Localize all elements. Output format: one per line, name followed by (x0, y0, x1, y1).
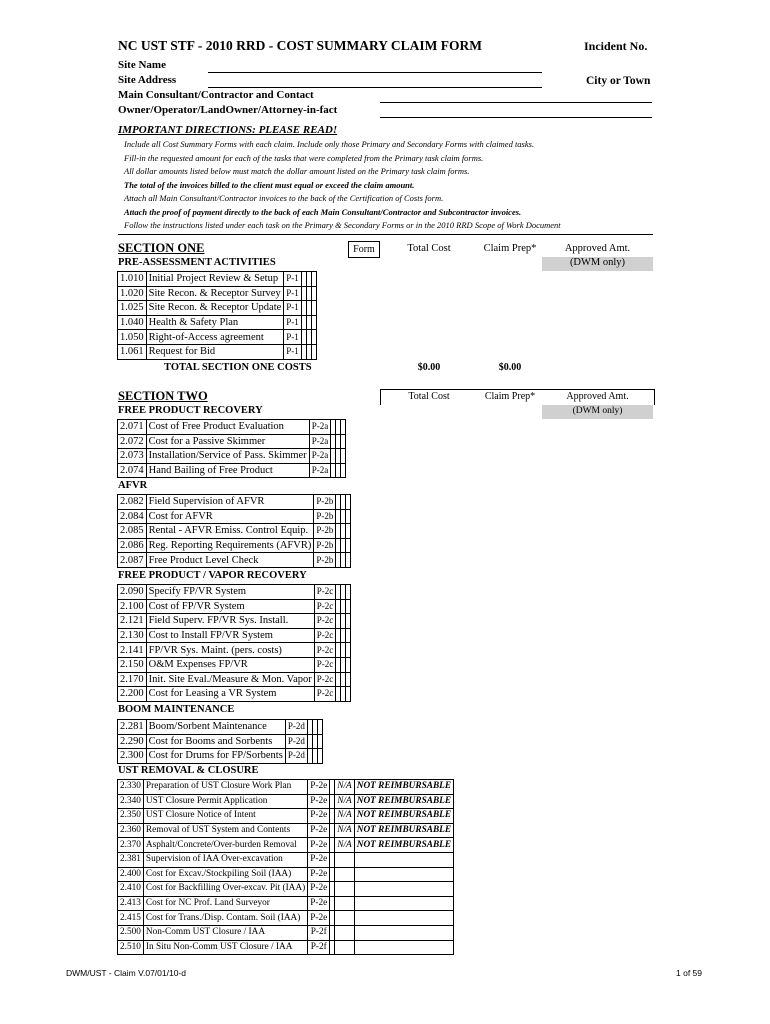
table-row (118, 925, 454, 940)
cost-table (117, 271, 317, 360)
table-row (118, 538, 351, 553)
dwm-only-header: (DWM only) (569, 257, 626, 268)
dwm-only-header: (DWM only) (572, 406, 623, 416)
approved-amount-cell[interactable] (354, 896, 453, 911)
cost-table (117, 584, 351, 702)
approved-amount-cell[interactable] (341, 463, 346, 478)
task-description: O&M Expenses FP/VR (146, 657, 314, 672)
task-code: 1.025 (118, 301, 147, 316)
task-code: 2.400 (118, 867, 144, 882)
form-number: P-2e (308, 852, 330, 867)
approved-amount-cell[interactable] (311, 301, 316, 316)
claim-prep-cell: N/A (335, 794, 354, 809)
task-description: Site Recon. & Receptor Update (146, 301, 284, 316)
task-description: Cost of Free Product Evaluation (146, 420, 309, 435)
task-description: Boom/Sorbent Maintenance (146, 720, 285, 735)
task-description: Health & Safety Plan (146, 315, 284, 330)
form-column-header: Form (348, 241, 380, 258)
table-row (118, 330, 317, 345)
task-code: 2.370 (118, 838, 144, 853)
approved-amount-cell[interactable] (346, 553, 351, 568)
approved-amount-header: Approved Amt. (566, 391, 629, 402)
form-title: NC UST STF - 2010 RRD - COST SUMMARY CLAIM FORM (118, 38, 483, 53)
form-number: P-1 (284, 315, 302, 330)
task-code: 1.010 (118, 272, 147, 287)
table-row (118, 882, 454, 897)
approved-amount-cell[interactable] (346, 509, 351, 524)
site-address-label: Site Address (118, 74, 177, 86)
section-one-total-cost: $0.00 (417, 362, 441, 373)
task-description: Initial Project Review & Setup (146, 272, 284, 287)
table-row (118, 896, 454, 911)
approved-amount-cell[interactable] (354, 882, 453, 897)
approved-amount-cell[interactable] (354, 867, 453, 882)
table-row (118, 867, 454, 882)
direction-line: The total of the invoices billed to the client must equal or exceed the claim amount. (124, 180, 415, 190)
task-description: Free Product Level Check (146, 553, 314, 568)
cost-table (117, 494, 351, 568)
task-code: 2.071 (118, 420, 147, 435)
table-row (118, 672, 351, 687)
claim-prep-cell: N/A (335, 838, 354, 853)
form-number: P-2d (285, 720, 307, 735)
group-heading: UST REMOVAL & CLOSURE (118, 765, 259, 776)
table-row (118, 286, 317, 301)
claim-prep-cell: N/A (335, 780, 354, 795)
task-code: 2.073 (118, 449, 147, 464)
section-one-title: SECTION ONE (118, 241, 205, 255)
table-row (118, 434, 346, 449)
form-number: P-1 (284, 301, 302, 316)
claim-prep-cell[interactable] (335, 940, 354, 955)
approved-amount-cell[interactable] (354, 911, 453, 926)
approved-amount-cell: NOT REIMBURSABLE (354, 823, 453, 838)
task-description: UST Closure Notice of Intent (143, 809, 307, 824)
task-code: 2.087 (118, 553, 147, 568)
approved-amount-cell[interactable] (311, 330, 316, 345)
direction-line: Include all Cost Summary Forms with each claim. Include only those Primary and Secondary Forms with claimed tasks. (124, 139, 535, 149)
approved-amount-cell: NOT REIMBURSABLE (354, 794, 453, 809)
divider (118, 234, 653, 235)
form-number: P-2e (308, 780, 330, 795)
form-number: P-2b (314, 495, 336, 510)
site-address-field[interactable] (208, 87, 542, 88)
task-description: Cost to Install FP/VR System (146, 628, 314, 643)
task-code: 2.090 (118, 585, 147, 600)
claim-prep-header: Claim Prep* (484, 391, 536, 402)
form-number: P-1 (284, 272, 302, 287)
task-description: Cost for Leasing a VR System (146, 687, 314, 702)
consultant-field[interactable] (380, 102, 652, 103)
form-number: P-2e (308, 867, 330, 882)
task-code: 2.200 (118, 687, 147, 702)
form-version: DWM/UST - Claim V.07/01/10-d (66, 968, 186, 978)
task-code: 1.020 (118, 286, 147, 301)
form-number: P-2a (309, 434, 331, 449)
approved-amount-cell[interactable] (346, 643, 351, 658)
task-description: Rental - AFVR Emiss. Control Equip. (146, 524, 314, 539)
approved-amount-cell[interactable] (317, 720, 322, 735)
approved-amount-cell[interactable] (346, 599, 351, 614)
task-code: 2.084 (118, 509, 147, 524)
task-description: Cost for NC Prof. Land Surveyor (143, 896, 307, 911)
table-row (118, 344, 317, 359)
form-number: P-2e (308, 823, 330, 838)
group-heading: FREE PRODUCT / VAPOR RECOVERY (118, 570, 307, 581)
form-number: P-2e (308, 911, 330, 926)
task-code: 2.074 (118, 463, 147, 478)
task-code: 1.040 (118, 315, 147, 330)
table-row (118, 838, 454, 853)
task-description: Cost for Backfilling Over-excav. Pit (IAA) (143, 882, 307, 897)
approved-amount-cell[interactable] (354, 925, 453, 940)
form-number: P-1 (284, 344, 302, 359)
table-row (118, 449, 346, 464)
claim-prep-header: Claim Prep* (483, 243, 537, 254)
direction-line: Attach the proof of payment directly to the back of each Main Consultant/Contractor and Subcontractor invoices. (124, 207, 522, 217)
table-row (118, 509, 351, 524)
section-two-title: SECTION TWO (118, 389, 208, 403)
task-code: 2.121 (118, 614, 147, 629)
table-row (118, 524, 351, 539)
form-number: P-2b (314, 509, 336, 524)
task-code: 2.085 (118, 524, 147, 539)
form-number: P-2e (308, 896, 330, 911)
task-description: Cost for Excav./Stockpiling Soil (IAA) (143, 867, 307, 882)
task-code: 2.340 (118, 794, 144, 809)
task-description: UST Closure Permit Application (143, 794, 307, 809)
section-one-subheading: PRE-ASSESSMENT ACTIVITIES (118, 257, 276, 268)
task-description: Site Recon. & Receptor Survey (146, 286, 284, 301)
cost-table (117, 419, 346, 478)
approved-amount-cell[interactable] (311, 286, 316, 301)
form-number: P-2a (309, 420, 331, 435)
approved-amount-cell[interactable] (346, 614, 351, 629)
task-code: 2.413 (118, 896, 144, 911)
table-row (118, 940, 454, 955)
approved-amount-cell[interactable] (341, 434, 346, 449)
table-row (118, 852, 454, 867)
claim-prep-cell[interactable] (335, 896, 354, 911)
direction-line: All dollar amounts listed below must match the dollar amount listed on the Primary task claim forms. (124, 166, 470, 176)
form-number: P-2e (308, 794, 330, 809)
table-row (118, 315, 317, 330)
task-description: Cost for a Passive Skimmer (146, 434, 309, 449)
approved-amount-cell[interactable] (346, 585, 351, 600)
cost-table (117, 779, 454, 955)
task-code: 2.290 (118, 734, 147, 749)
task-code: 2.350 (118, 809, 144, 824)
claim-prep-cell[interactable] (335, 911, 354, 926)
claim-prep-cell[interactable] (335, 852, 354, 867)
approved-amount-cell: NOT REIMBURSABLE (354, 809, 453, 824)
direction-line: Attach all Main Consultant/Contractor invoices to the back of the Certification of Costs form. (124, 193, 444, 203)
task-description: Installation/Service of Pass. Skimmer (146, 449, 309, 464)
task-code: 2.072 (118, 434, 147, 449)
table-row (118, 628, 351, 643)
table-row (118, 463, 346, 478)
table-row (118, 599, 351, 614)
approved-amount-cell[interactable] (346, 657, 351, 672)
table-row (118, 734, 323, 749)
approved-amount-header: Approved Amt. (564, 243, 631, 254)
form-number: P-2a (309, 449, 331, 464)
form-number: P-1 (284, 286, 302, 301)
form-number: P-2c (314, 585, 336, 600)
table-row (118, 420, 346, 435)
table-row (118, 585, 351, 600)
form-number: P-2d (285, 749, 307, 764)
approved-amount-cell: NOT REIMBURSABLE (354, 838, 453, 853)
form-number: P-2c (314, 614, 336, 629)
task-description: Removal of UST System and Contents (143, 823, 307, 838)
approved-amount-cell[interactable] (346, 672, 351, 687)
task-code: 2.130 (118, 628, 147, 643)
task-description: In Situ Non-Comm UST Closure / IAA (143, 940, 307, 955)
task-code: 2.150 (118, 657, 147, 672)
table-row (118, 911, 454, 926)
task-code: 2.170 (118, 672, 147, 687)
form-number: P-2c (314, 657, 336, 672)
form-number: P-2c (314, 628, 336, 643)
approved-amount-cell[interactable] (346, 628, 351, 643)
task-code: 2.100 (118, 599, 147, 614)
direction-line: Fill-in the requested amount for each of the tasks that were completed from the Primary task claim forms. (124, 153, 484, 163)
total-cost-header: Total Cost (408, 391, 450, 402)
form-number: P-2c (314, 687, 336, 702)
table-row (118, 614, 351, 629)
task-description: FP/VR Sys. Maint. (pers. costs) (146, 643, 314, 658)
task-description: Non-Comm UST Closure / IAA (143, 925, 307, 940)
form-number: P-1 (284, 330, 302, 345)
task-code: 2.300 (118, 749, 147, 764)
task-description: Init. Site Eval./Measure & Mon. Vapor (146, 672, 314, 687)
approved-amount-cell[interactable] (311, 344, 316, 359)
section-one-total-claim-prep: $0.00 (498, 362, 522, 373)
site-name-label: Site Name (118, 59, 166, 71)
claim-prep-cell[interactable] (335, 882, 354, 897)
total-cost-header: Total Cost (407, 243, 451, 254)
task-code: 2.141 (118, 643, 147, 658)
site-name-field[interactable] (208, 72, 542, 73)
approved-amount-cell[interactable] (346, 495, 351, 510)
task-code: 2.510 (118, 940, 144, 955)
claim-prep-cell[interactable] (335, 867, 354, 882)
form-number: P-2c (314, 599, 336, 614)
form-number: P-2b (314, 553, 336, 568)
table-row (118, 495, 351, 510)
form-number: P-2b (314, 524, 336, 539)
form-number: P-2a (309, 463, 331, 478)
cost-table (117, 719, 323, 764)
direction-line: Follow the instructions listed under each task on the Primary & Secondary Forms or in the 2010 RRD Scope of Work Document (124, 220, 561, 230)
section-one-total-label: TOTAL SECTION ONE COSTS (164, 362, 312, 373)
task-code: 2.381 (118, 852, 144, 867)
approved-amount-cell[interactable] (354, 852, 453, 867)
task-code: 2.360 (118, 823, 144, 838)
form-number: P-2f (308, 940, 330, 955)
task-description: Cost of FP/VR System (146, 599, 314, 614)
task-description: Right-of-Access agreement (146, 330, 284, 345)
owner-label: Owner/Operator/LandOwner/Attorney-in-fact (118, 104, 338, 116)
form-number: P-2f (308, 925, 330, 940)
form-number: P-2e (308, 882, 330, 897)
approved-amount-cell[interactable] (311, 315, 316, 330)
task-description: Request for Bid (146, 344, 284, 359)
approved-amount-cell[interactable] (317, 734, 322, 749)
table-row (118, 823, 454, 838)
task-description: Reg. Reporting Requirements (AFVR) (146, 538, 314, 553)
page-number: 1 of 59 (676, 968, 702, 978)
approved-amount-cell[interactable] (346, 687, 351, 702)
table-row (118, 272, 317, 287)
table-row (118, 301, 317, 316)
table-row (118, 687, 351, 702)
table-row (118, 809, 454, 824)
form-number: P-2d (285, 734, 307, 749)
task-code: 2.415 (118, 911, 144, 926)
task-code: 1.050 (118, 330, 147, 345)
form-number: P-2e (308, 838, 330, 853)
claim-prep-cell: N/A (335, 809, 354, 824)
task-description: Cost for Booms and Sorbents (146, 734, 285, 749)
form-number: P-2b (314, 538, 336, 553)
task-code: 2.500 (118, 925, 144, 940)
table-row (118, 720, 323, 735)
task-code: 2.410 (118, 882, 144, 897)
table-row (118, 749, 323, 764)
task-description: Specify FP/VR System (146, 585, 314, 600)
task-code: 2.086 (118, 538, 147, 553)
approved-amount-cell[interactable] (346, 524, 351, 539)
approved-amount-cell[interactable] (341, 420, 346, 435)
task-code: 2.082 (118, 495, 147, 510)
task-code: 1.061 (118, 344, 147, 359)
task-description: Field Supervision of AFVR (146, 495, 314, 510)
group-heading: AFVR (118, 480, 148, 491)
approved-amount-cell: NOT REIMBURSABLE (354, 780, 453, 795)
table-row (118, 643, 351, 658)
claim-prep-cell: N/A (335, 823, 354, 838)
form-number: P-2e (308, 809, 330, 824)
incident-number-label: Incident No. (584, 39, 648, 53)
approved-amount-cell[interactable] (354, 940, 453, 955)
task-code: 2.281 (118, 720, 147, 735)
task-description: Cost for Drums for FP/Sorbents (146, 749, 285, 764)
task-description: Preparation of UST Closure Work Plan (143, 780, 307, 795)
task-description: Field Superv. FP/VR Sys. Install. (146, 614, 314, 629)
approved-amount-cell[interactable] (311, 272, 316, 287)
approved-amount-cell[interactable] (341, 449, 346, 464)
task-description: Supervision of IAA Over-excavation (143, 852, 307, 867)
task-description: Cost for Trans./Disp. Contam. Soil (IAA) (143, 911, 307, 926)
task-code: 2.330 (118, 780, 144, 795)
form-number: P-2c (314, 643, 336, 658)
directions-heading: IMPORTANT DIRECTIONS: PLEASE READ! (118, 124, 338, 136)
group-heading: BOOM MAINTENANCE (118, 704, 235, 715)
approved-amount-cell[interactable] (346, 538, 351, 553)
task-description: Asphalt/Concrete/Over-burden Removal (143, 838, 307, 853)
claim-prep-cell[interactable] (335, 925, 354, 940)
table-row (118, 780, 454, 795)
task-description: Cost for AFVR (146, 509, 314, 524)
city-label: City or Town (586, 75, 651, 87)
form-number: P-2c (314, 672, 336, 687)
group-heading: FREE PRODUCT RECOVERY (118, 405, 263, 416)
consultant-label: Main Consultant/Contractor and Contact (118, 89, 314, 101)
table-row (118, 657, 351, 672)
approved-amount-cell[interactable] (317, 749, 322, 764)
table-row (118, 553, 351, 568)
task-description: Hand Bailing of Free Product (146, 463, 309, 478)
table-row (118, 794, 454, 809)
owner-field[interactable] (380, 117, 652, 118)
